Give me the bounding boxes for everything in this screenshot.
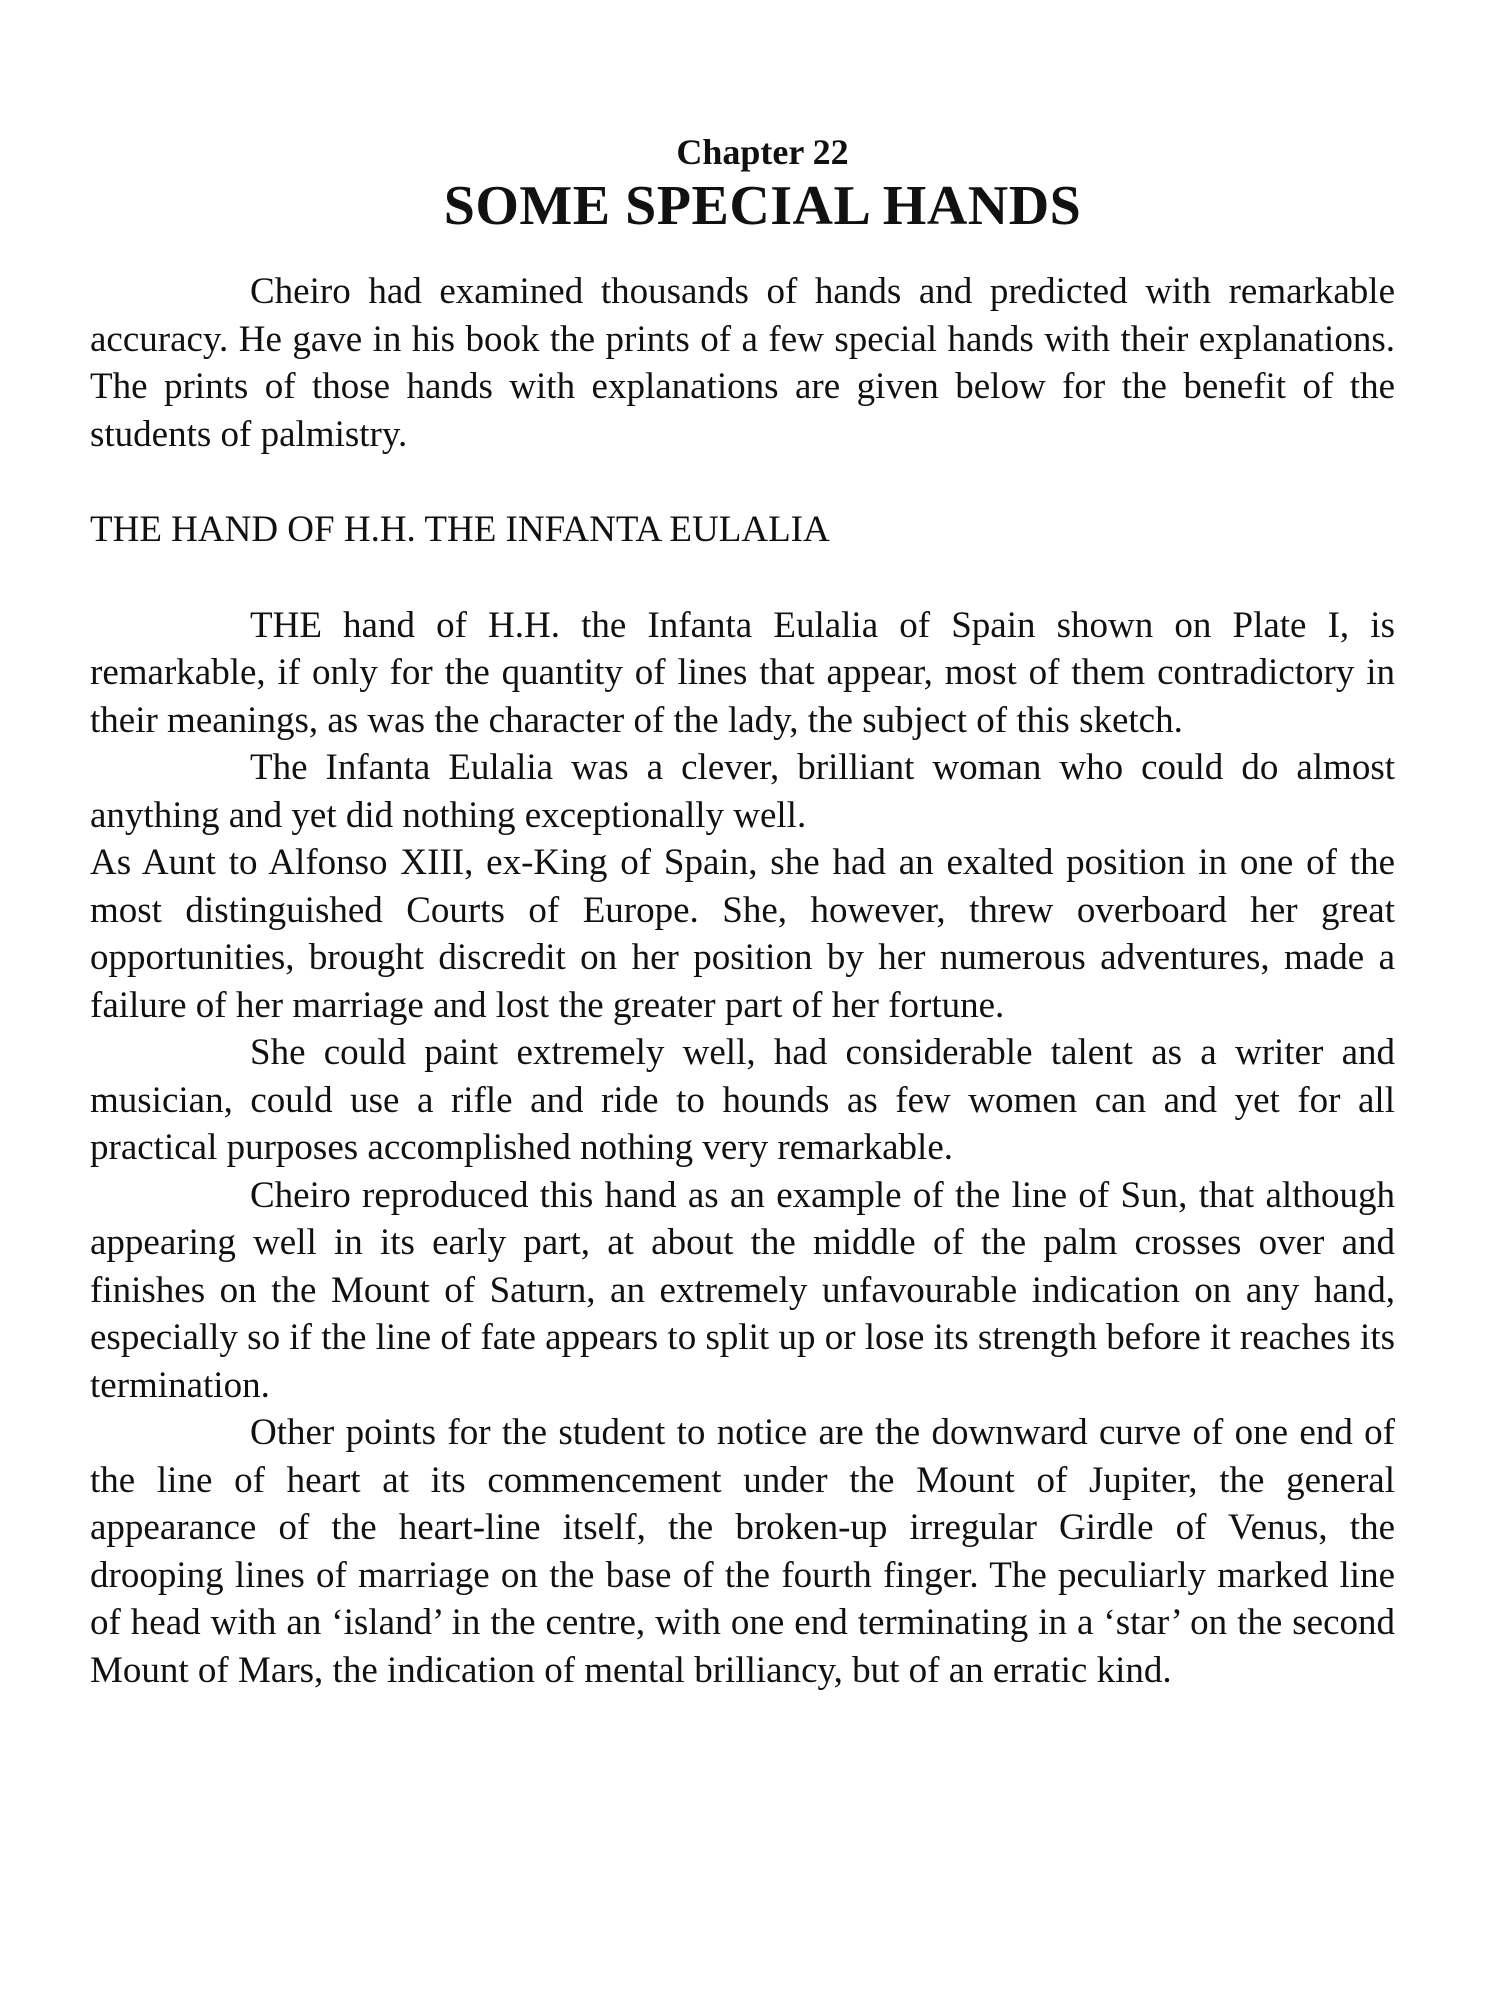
body-paragraph: The Infanta Eulalia was a clever, brilliant woman who could do almost anything and yet did nothing exceptionally well. <box>90 747 1395 836</box>
body-paragraph: Cheiro reproduced this hand as an example of the line of Sun, that although appearing well in its early part, at about the middle of the palm crosses over and finishes on the Mount of Saturn, an extremely unfavourable indication on any hand, especially so if the line of fate appears to split up or lose its strength before it reaches its termination. <box>90 1174 1395 1406</box>
intro-paragraph: Cheiro had examined thousands of hands and predicted with remarkable accuracy. He gave in his book the prints of a few special hands with their explanations. The prints of those hands with explanations are given below for the benefit of the students of palmistry. <box>90 271 1395 455</box>
book-page <box>90 130 1395 1694</box>
chapter-label: Chapter 22 <box>676 132 849 172</box>
chapter-title: SOME SPECIAL HANDS <box>443 175 1082 237</box>
body-paragraph: She could paint extremely well, had considerable talent as a writer and musician, could use a rifle and ride to hounds as few women can and yet for all practical purposes accomplished nothing very remarkable. <box>90 1032 1395 1168</box>
body-paragraph: As Aunt to Alfonso XIII, ex-King of Spain, she had an exalted position in one of the most distinguished Courts of Europe. She, however, threw overboard her great opportunities, brought discredit on her position by her numerous adventures, made a failure of her marriage and lost the greater part of her fortune. <box>90 842 1395 1026</box>
body-paragraph: Other points for the student to notice are the downward curve of one end of the line of heart at its commencement under the Mount of Jupiter, the general appearance of the heart-line itself, the broken-up irregular Girdle of Venus, the drooping lines of marriage on the base of the fourth finger. The peculiarly marked line of head with an ‘island’ in the centre, with one end terminating in a ‘star’ on the second Mount of Mars, the indication of mental brilliancy, but of an erratic kind. <box>90 1412 1395 1691</box>
body-paragraph: THE hand of H.H. the Infanta Eulalia of Spain shown on Plate I, is remarkable, if only for the quantity of lines that appear, most of them contradictory in their meanings, as was the character of the lady, the subject of this sketch. <box>90 604 1395 741</box>
section-heading: THE HAND OF H.H. THE INFANTA EULALIA <box>90 509 830 550</box>
